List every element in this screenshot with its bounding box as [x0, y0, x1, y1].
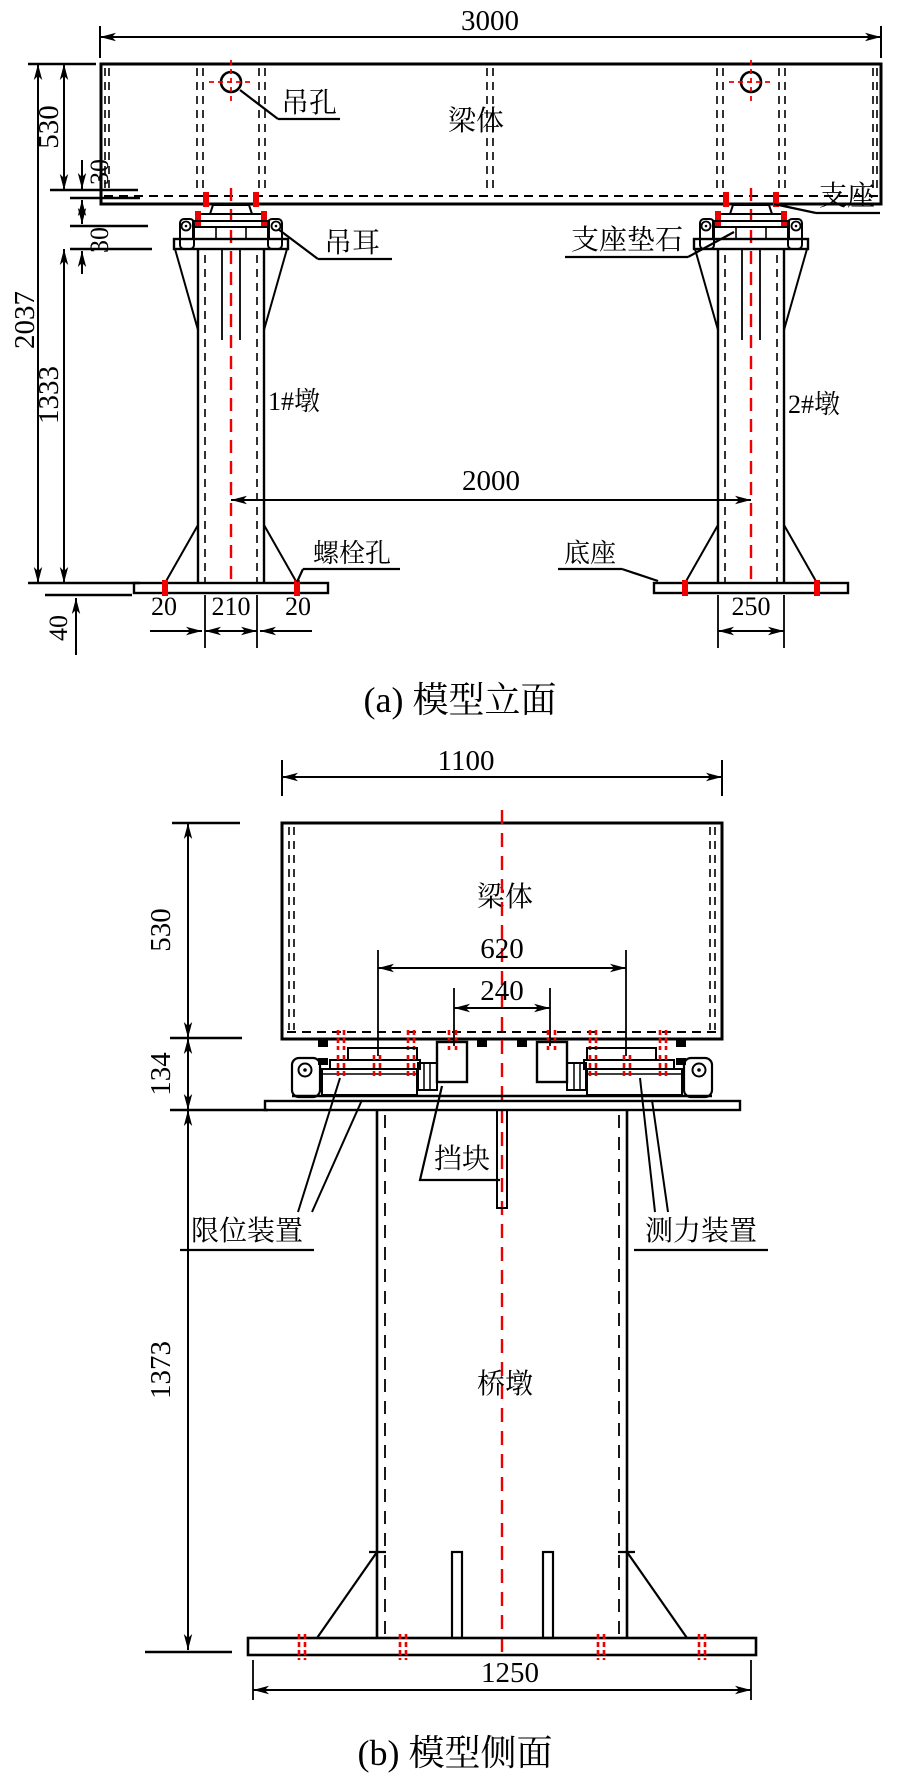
dim-beam-width-b — [282, 745, 722, 796]
dim-1373-text: 1373 — [145, 1341, 177, 1399]
dim-3000-text: 3000 — [461, 5, 519, 37]
dim-620-text: 620 — [480, 933, 524, 965]
label-beam-b: 梁体 — [476, 882, 534, 913]
ear-right-b — [684, 1058, 712, 1097]
dim-1250-text: 1250 — [481, 1657, 539, 1689]
caption-figure-b: (b) 模型侧面 — [357, 1733, 553, 1773]
dim-40-text: 40 — [44, 615, 73, 641]
label-lifting-ear: 吊耳 — [323, 228, 381, 259]
label-pier-b: 桥墩 — [476, 1369, 534, 1400]
dim-total-span — [100, 5, 881, 58]
label-lifting-hole: 吊孔 — [280, 88, 338, 119]
label-limit-device-group — [180, 1078, 362, 1250]
label-stopper: 挡块 — [433, 1144, 491, 1175]
dim-base-right — [718, 592, 784, 648]
dim-1100-text: 1100 — [437, 745, 495, 777]
label-bolt-hole: 螺栓孔 — [312, 539, 392, 568]
dim-240-text: 240 — [480, 975, 524, 1007]
dim-20l-text: 20 — [151, 592, 177, 621]
label-limit-device: 限位装置 — [190, 1216, 304, 1247]
label-base: 底座 — [563, 539, 617, 568]
dim-240 — [454, 975, 550, 1046]
label-bearing-pad: 支座垫石 — [570, 225, 684, 256]
lifting-hole-left — [209, 60, 253, 104]
dim-pier-spacing — [231, 465, 751, 500]
dim-530a-text: 530 — [33, 105, 65, 149]
label-pier2: 2#墩 — [788, 390, 841, 419]
stopper-block-right — [537, 1042, 567, 1082]
label-bearing: 支座 — [818, 181, 876, 212]
caption-figure-a: (a) 模型立面 — [363, 680, 557, 720]
dim-250-text: 250 — [731, 592, 771, 621]
label-force-device: 测力装置 — [644, 1216, 758, 1247]
dim-210-text: 210 — [211, 592, 251, 621]
dim-2000-text: 2000 — [462, 465, 520, 497]
dim-1333-text: 1333 — [33, 366, 65, 424]
dim-1250 — [253, 1657, 751, 1700]
dim-chain-left — [9, 64, 152, 655]
stopper-block-left — [437, 1042, 467, 1082]
dim-530b-text: 530 — [145, 908, 177, 952]
dim-2037-text: 2037 — [9, 291, 41, 349]
dim-30b-text: 30 — [85, 227, 114, 253]
figure-b — [145, 745, 768, 1773]
ear-left-b — [292, 1058, 320, 1097]
dim-30a-text: 30 — [85, 159, 114, 185]
figure-a — [9, 5, 881, 720]
label-pier1: 1#墩 — [268, 387, 321, 416]
label-beam-a: 梁体 — [447, 106, 505, 137]
label-force-device-group — [634, 1078, 768, 1250]
dim-134-text: 134 — [145, 1052, 177, 1096]
dim-20r-text: 20 — [285, 592, 311, 621]
lifting-hole-right — [729, 60, 773, 104]
dim-base-left — [150, 592, 312, 648]
